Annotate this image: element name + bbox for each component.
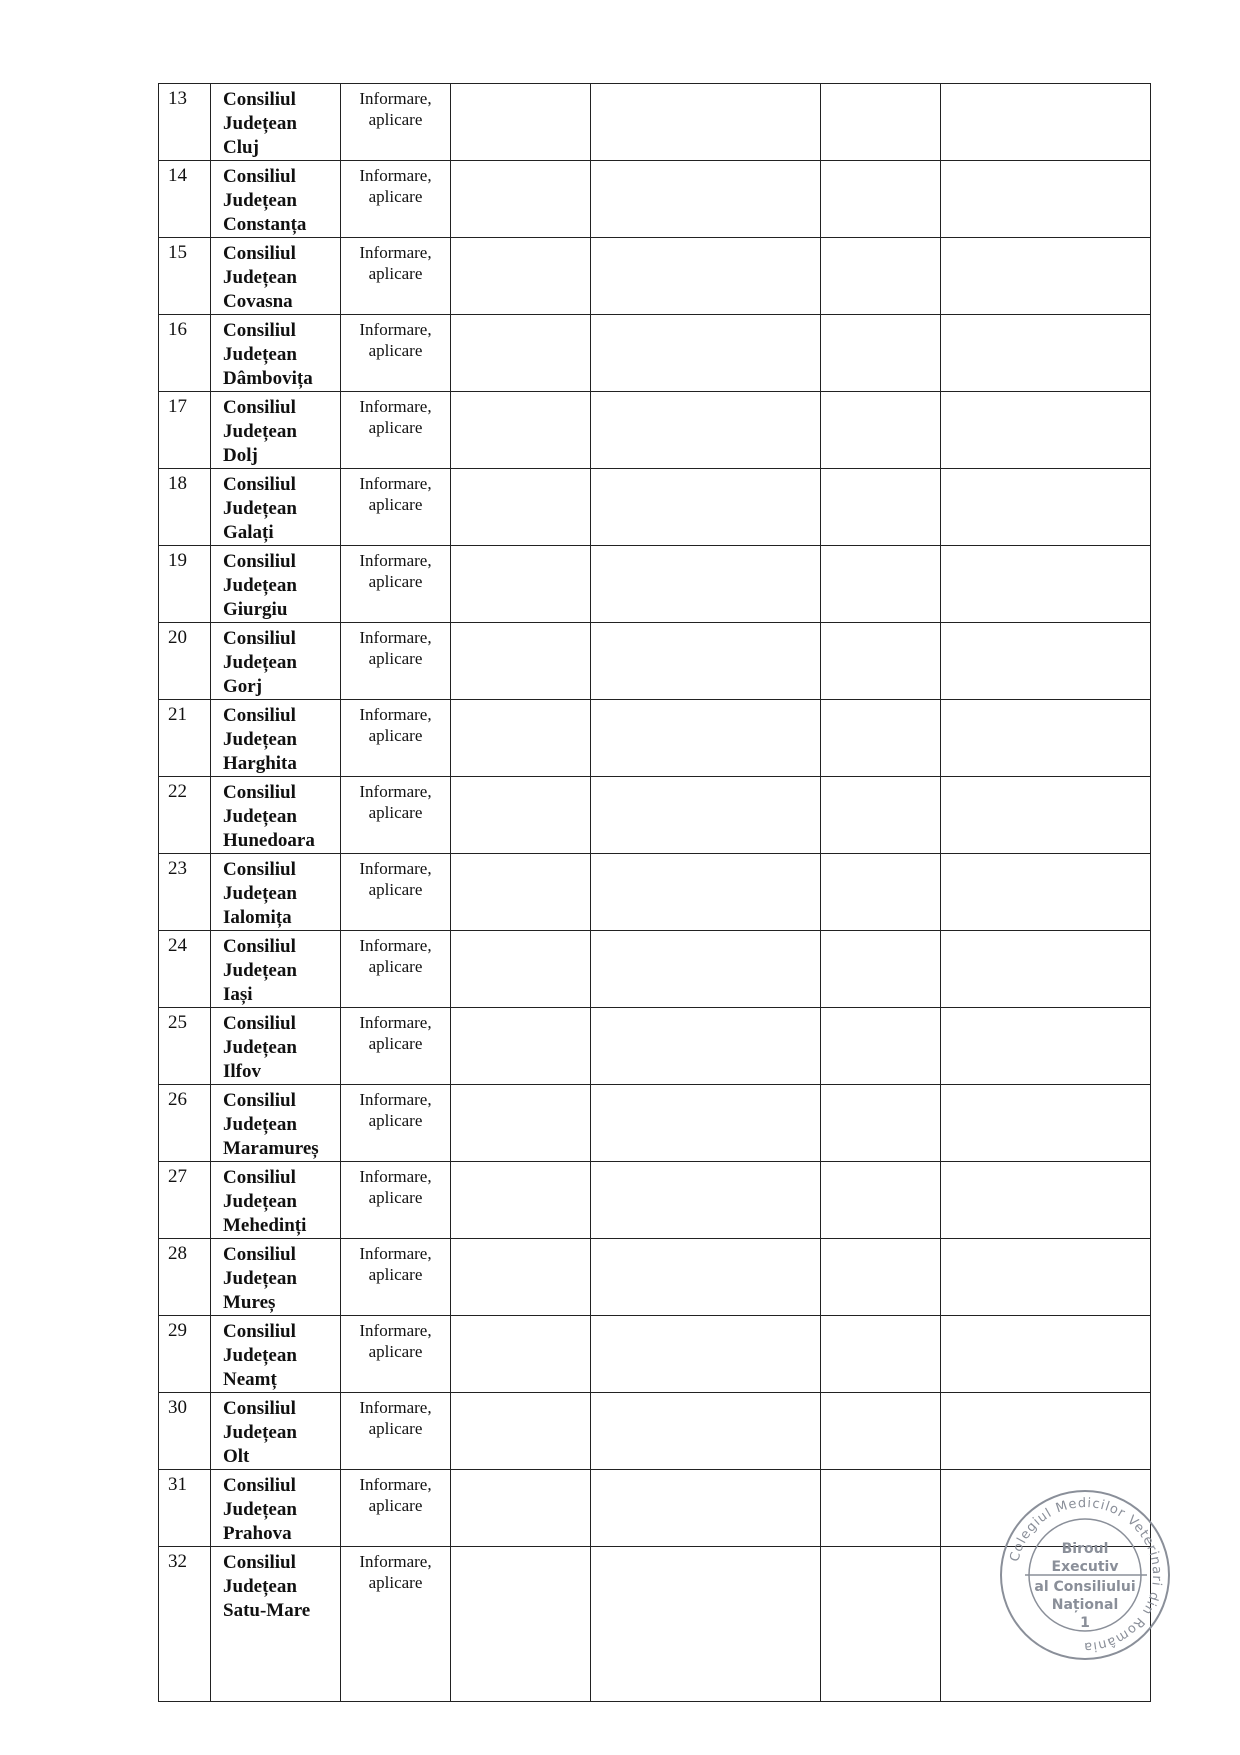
institution-name <box>211 1085 341 1162</box>
institution-line-2: Județean <box>223 190 297 211</box>
empty-cell <box>451 1470 591 1547</box>
stamp-line-1: Biroul <box>1061 1541 1109 1557</box>
empty-cell <box>451 1085 591 1162</box>
institution-name <box>211 238 341 315</box>
institution-line-1: Consiliul <box>223 1167 296 1188</box>
institution-name <box>211 1316 341 1393</box>
county-name: Neamț <box>223 1369 277 1390</box>
institution-name <box>211 1547 341 1702</box>
institution-line-2: Județean <box>223 1422 297 1443</box>
institution-name <box>211 1239 341 1316</box>
institution-line-1: Consiliul <box>223 1244 296 1265</box>
empty-cell <box>941 854 1151 931</box>
empty-cell <box>821 315 941 392</box>
row-number: 25 <box>159 1008 211 1085</box>
institution-name <box>211 546 341 623</box>
empty-cell <box>451 1008 591 1085</box>
institution-name <box>211 1162 341 1239</box>
county-name: Prahova <box>223 1523 292 1544</box>
institution-line-2: Județean <box>223 652 297 673</box>
activity-cell: Informare, aplicare <box>341 238 451 315</box>
empty-cell <box>591 1162 821 1239</box>
activity-cell: Informare, aplicare <box>341 1008 451 1085</box>
empty-cell <box>821 623 941 700</box>
row-number: 30 <box>159 1393 211 1470</box>
institution-line-1: Consiliul <box>223 936 296 957</box>
empty-cell <box>591 1470 821 1547</box>
empty-cell <box>451 1239 591 1316</box>
institution-line-2: Județean <box>223 113 297 134</box>
activity-cell: Informare, aplicare <box>341 392 451 469</box>
empty-cell <box>451 161 591 238</box>
institution-line-1: Consiliul <box>223 705 296 726</box>
row-number: 16 <box>159 315 211 392</box>
registry-table <box>158 83 1151 1702</box>
table-row <box>159 931 1151 1008</box>
institution-line-1: Consiliul <box>223 320 296 341</box>
institution-line-2: Județean <box>223 1191 297 1212</box>
official-stamp <box>995 1485 1175 1665</box>
row-number: 32 <box>159 1547 211 1702</box>
empty-cell <box>821 1393 941 1470</box>
empty-cell <box>451 700 591 777</box>
institution-line-1: Consiliul <box>223 1552 296 1573</box>
institution-name <box>211 1008 341 1085</box>
empty-cell <box>451 854 591 931</box>
empty-cell <box>451 1547 591 1702</box>
activity-cell: Informare, aplicare <box>341 1162 451 1239</box>
institution-name <box>211 623 341 700</box>
activity-cell: Informare, aplicare <box>341 1085 451 1162</box>
table-row <box>159 1085 1151 1162</box>
county-name: Ialomița <box>223 907 292 928</box>
table-row <box>159 1162 1151 1239</box>
county-name: Galați <box>223 522 274 543</box>
institution-line-2: Județean <box>223 498 297 519</box>
institution-line-1: Consiliul <box>223 397 296 418</box>
institution-line-2: Județean <box>223 729 297 750</box>
empty-cell <box>591 1316 821 1393</box>
stamp-ring-text: Colegiul Medicilor Veterinari din România <box>1007 1495 1165 1655</box>
institution-line-1: Consiliul <box>223 1013 296 1034</box>
row-number: 20 <box>159 623 211 700</box>
institution-line-2: Județean <box>223 575 297 596</box>
empty-cell <box>821 469 941 546</box>
row-number: 21 <box>159 700 211 777</box>
activity-cell: Informare, aplicare <box>341 854 451 931</box>
institution-name <box>211 777 341 854</box>
county-name: Ilfov <box>223 1061 261 1082</box>
row-number: 22 <box>159 777 211 854</box>
empty-cell <box>941 623 1151 700</box>
empty-cell <box>451 238 591 315</box>
empty-cell <box>591 392 821 469</box>
empty-cell <box>451 546 591 623</box>
table-row <box>159 623 1151 700</box>
empty-cell <box>591 700 821 777</box>
activity-cell: Informare, aplicare <box>341 623 451 700</box>
row-number: 14 <box>159 161 211 238</box>
activity-cell: Informare, aplicare <box>341 84 451 161</box>
institution-name <box>211 931 341 1008</box>
empty-cell <box>941 700 1151 777</box>
empty-cell <box>451 777 591 854</box>
institution-line-2: Județean <box>223 806 297 827</box>
institution-line-1: Consiliul <box>223 474 296 495</box>
institution-line-2: Județean <box>223 267 297 288</box>
empty-cell <box>591 1393 821 1470</box>
empty-cell <box>821 931 941 1008</box>
activity-cell: Informare, aplicare <box>341 469 451 546</box>
table-row <box>159 392 1151 469</box>
row-number: 24 <box>159 931 211 1008</box>
stamp-number: 1 <box>1080 1615 1090 1631</box>
institution-line-2: Județean <box>223 1345 297 1366</box>
empty-cell <box>591 623 821 700</box>
empty-cell <box>821 777 941 854</box>
empty-cell <box>941 1085 1151 1162</box>
county-name: Mureș <box>223 1292 276 1313</box>
institution-line-2: Județean <box>223 1499 297 1520</box>
table-row <box>159 1393 1151 1470</box>
row-number: 29 <box>159 1316 211 1393</box>
county-name: Mehedinți <box>223 1215 307 1236</box>
stamp-line-4: Național <box>1051 1597 1119 1613</box>
empty-cell <box>821 84 941 161</box>
empty-cell <box>821 1316 941 1393</box>
county-name: Harghita <box>223 753 297 774</box>
empty-cell <box>591 315 821 392</box>
empty-cell <box>941 1316 1151 1393</box>
activity-cell: Informare, aplicare <box>341 315 451 392</box>
activity-cell: Informare, aplicare <box>341 1393 451 1470</box>
county-name: Dolj <box>223 445 258 466</box>
table-row <box>159 1008 1151 1085</box>
table-row <box>159 238 1151 315</box>
table-row <box>159 700 1151 777</box>
institution-line-1: Consiliul <box>223 782 296 803</box>
institution-name <box>211 1470 341 1547</box>
institution-line-1: Consiliul <box>223 89 296 110</box>
table-row <box>159 854 1151 931</box>
row-number: 27 <box>159 1162 211 1239</box>
empty-cell <box>591 546 821 623</box>
institution-line-1: Consiliul <box>223 628 296 649</box>
empty-cell <box>451 84 591 161</box>
stamp-line-3: al Consiliului <box>1034 1579 1136 1595</box>
activity-cell: Informare, aplicare <box>341 161 451 238</box>
empty-cell <box>941 1162 1151 1239</box>
county-name: Satu-Mare <box>223 1600 311 1621</box>
institution-name <box>211 700 341 777</box>
empty-cell <box>591 1085 821 1162</box>
activity-cell: Informare, aplicare <box>341 1316 451 1393</box>
county-name: Iași <box>223 984 253 1005</box>
table-row <box>159 161 1151 238</box>
table-row <box>159 1316 1151 1393</box>
empty-cell <box>821 1547 941 1702</box>
institution-line-1: Consiliul <box>223 166 296 187</box>
institution-line-2: Județean <box>223 960 297 981</box>
institution-line-1: Consiliul <box>223 243 296 264</box>
empty-cell <box>591 777 821 854</box>
activity-cell: Informare, aplicare <box>341 1239 451 1316</box>
empty-cell <box>591 1239 821 1316</box>
empty-cell <box>941 315 1151 392</box>
institution-line-2: Județean <box>223 1037 297 1058</box>
activity-cell: Informare, aplicare <box>341 1547 451 1702</box>
empty-cell <box>941 161 1151 238</box>
table-row <box>159 315 1151 392</box>
empty-cell <box>591 84 821 161</box>
empty-cell <box>821 546 941 623</box>
empty-cell <box>591 854 821 931</box>
empty-cell <box>941 469 1151 546</box>
table-row <box>159 1239 1151 1316</box>
institution-name <box>211 161 341 238</box>
institution-name <box>211 315 341 392</box>
institution-line-2: Județean <box>223 344 297 365</box>
row-number: 31 <box>159 1470 211 1547</box>
table-row <box>159 546 1151 623</box>
table-row <box>159 777 1151 854</box>
empty-cell <box>821 1008 941 1085</box>
empty-cell <box>821 1085 941 1162</box>
institution-line-2: Județean <box>223 421 297 442</box>
county-name: Cluj <box>223 137 259 158</box>
county-name: Gorj <box>223 676 263 697</box>
institution-line-1: Consiliul <box>223 551 296 572</box>
activity-cell: Informare, aplicare <box>341 546 451 623</box>
empty-cell <box>451 392 591 469</box>
empty-cell <box>821 238 941 315</box>
empty-cell <box>941 1008 1151 1085</box>
county-name: Dâmbovița <box>223 368 313 389</box>
empty-cell <box>941 546 1151 623</box>
activity-cell: Informare, aplicare <box>341 931 451 1008</box>
row-number: 28 <box>159 1239 211 1316</box>
empty-cell <box>821 392 941 469</box>
empty-cell <box>821 1162 941 1239</box>
empty-cell <box>821 1470 941 1547</box>
activity-cell: Informare, aplicare <box>341 777 451 854</box>
empty-cell <box>451 469 591 546</box>
empty-cell <box>451 1316 591 1393</box>
institution-name <box>211 392 341 469</box>
empty-cell <box>451 1162 591 1239</box>
row-number: 13 <box>159 84 211 161</box>
empty-cell <box>941 392 1151 469</box>
institution-line-2: Județean <box>223 883 297 904</box>
stamp-line-2: Executiv <box>1051 1559 1119 1575</box>
empty-cell <box>941 1393 1151 1470</box>
row-number: 26 <box>159 1085 211 1162</box>
institution-line-1: Consiliul <box>223 1398 296 1419</box>
empty-cell <box>591 1547 821 1702</box>
empty-cell <box>451 315 591 392</box>
empty-cell <box>451 623 591 700</box>
row-number: 18 <box>159 469 211 546</box>
row-number: 19 <box>159 546 211 623</box>
institution-line-1: Consiliul <box>223 1090 296 1111</box>
institution-line-2: Județean <box>223 1114 297 1135</box>
county-name: Constanța <box>223 214 307 235</box>
empty-cell <box>451 1393 591 1470</box>
empty-cell <box>591 931 821 1008</box>
row-number: 23 <box>159 854 211 931</box>
empty-cell <box>821 161 941 238</box>
institution-name <box>211 469 341 546</box>
activity-cell: Informare, aplicare <box>341 700 451 777</box>
empty-cell <box>941 84 1151 161</box>
institution-name <box>211 84 341 161</box>
row-number: 15 <box>159 238 211 315</box>
county-name: Maramureș <box>223 1138 319 1159</box>
institution-name <box>211 854 341 931</box>
empty-cell <box>821 1239 941 1316</box>
empty-cell <box>451 931 591 1008</box>
empty-cell <box>591 469 821 546</box>
institution-line-1: Consiliul <box>223 1321 296 1342</box>
empty-cell <box>941 777 1151 854</box>
table-row <box>159 84 1151 161</box>
empty-cell <box>591 238 821 315</box>
empty-cell <box>821 854 941 931</box>
empty-cell <box>591 1008 821 1085</box>
empty-cell <box>941 238 1151 315</box>
table-row <box>159 469 1151 546</box>
county-name: Giurgiu <box>223 599 288 620</box>
institution-name <box>211 1393 341 1470</box>
county-name: Covasna <box>223 291 293 312</box>
institution-line-1: Consiliul <box>223 859 296 880</box>
empty-cell <box>941 931 1151 1008</box>
empty-cell <box>821 700 941 777</box>
institution-line-2: Județean <box>223 1576 297 1597</box>
county-name: Hunedoara <box>223 830 315 851</box>
institution-line-2: Județean <box>223 1268 297 1289</box>
activity-cell: Informare, aplicare <box>341 1470 451 1547</box>
empty-cell <box>941 1239 1151 1316</box>
institution-line-1: Consiliul <box>223 1475 296 1496</box>
county-name: Olt <box>223 1446 250 1467</box>
row-number: 17 <box>159 392 211 469</box>
empty-cell <box>591 161 821 238</box>
